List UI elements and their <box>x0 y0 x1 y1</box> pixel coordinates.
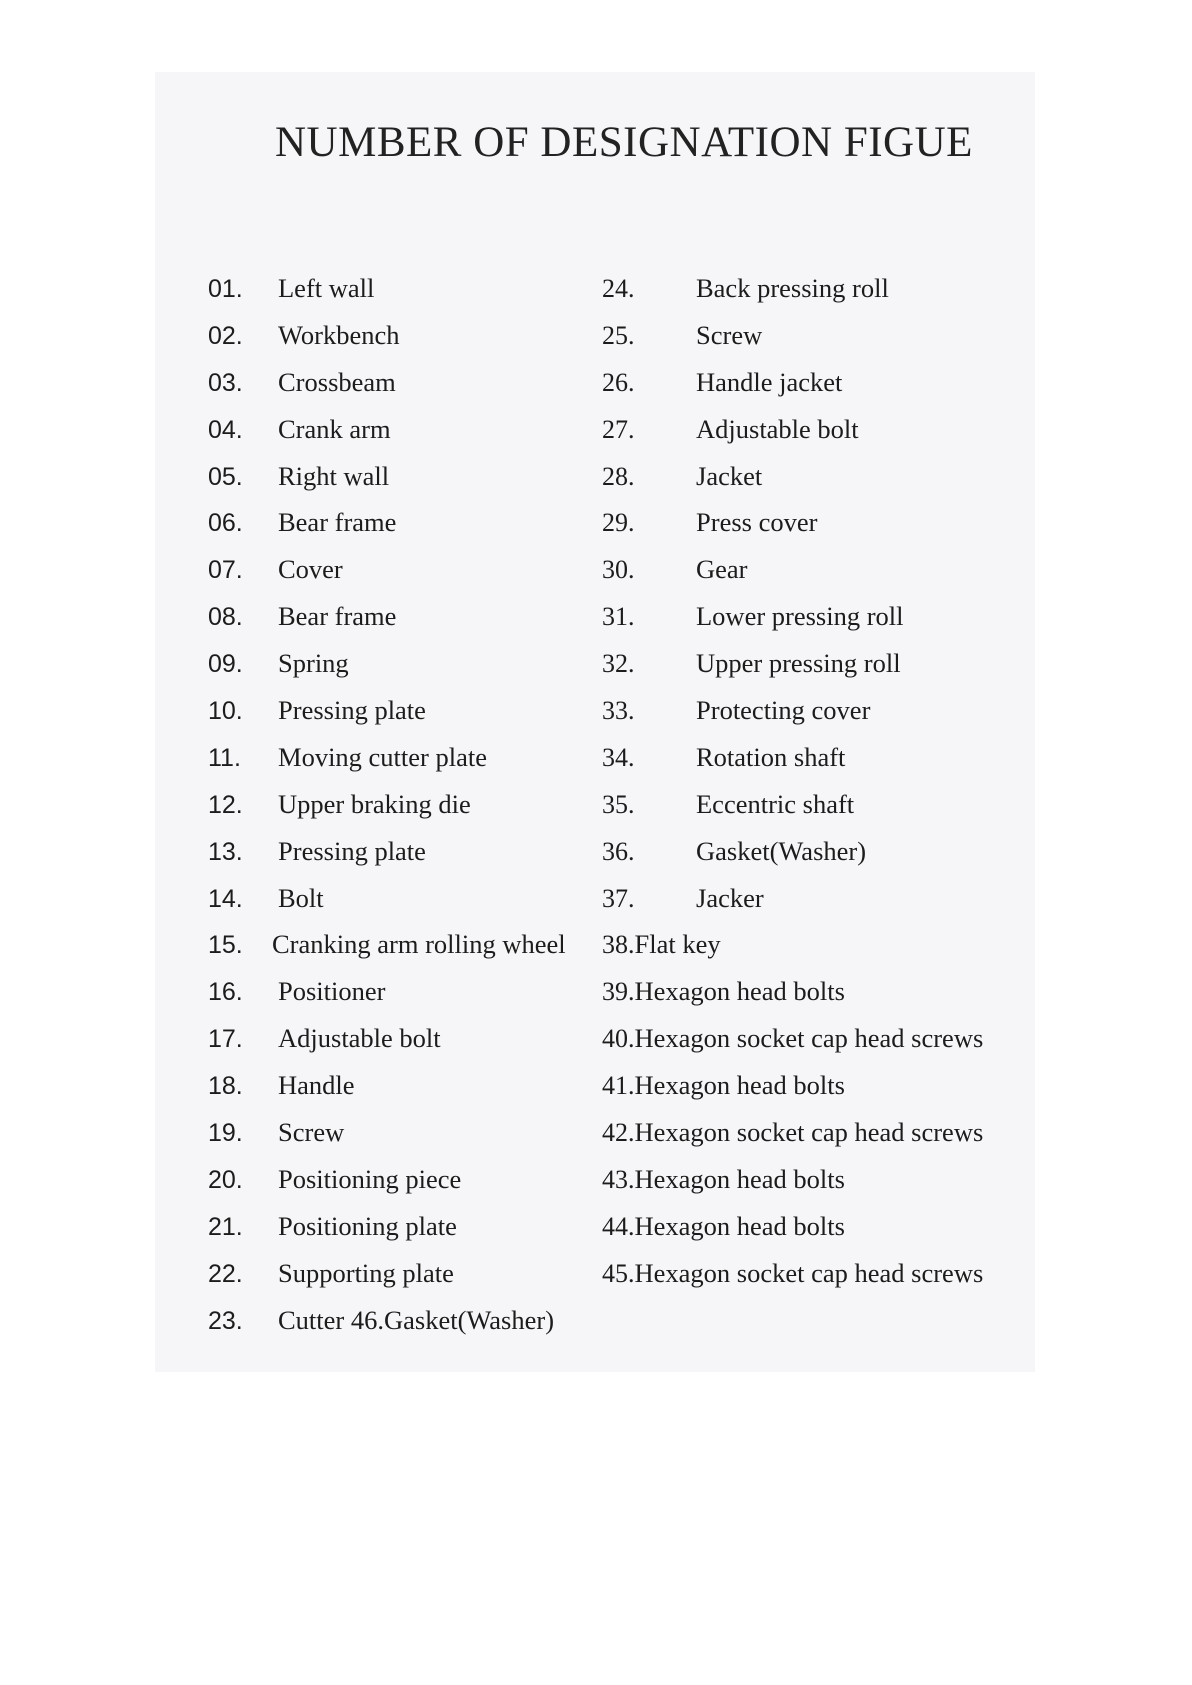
item-number: 31. <box>602 602 635 632</box>
item-number: 38. <box>602 930 635 960</box>
item-label: Cranking arm rolling wheel <box>272 929 566 960</box>
item-label: Crossbeam <box>278 366 396 397</box>
list-item <box>602 734 1032 781</box>
item-label: Hexagon socket cap head screws <box>634 1117 984 1148</box>
item-number: 10. <box>208 697 243 726</box>
item-number: 12. <box>208 790 243 819</box>
item-number: 24. <box>602 274 635 303</box>
item-number: 19. <box>208 1119 243 1148</box>
list-item <box>208 687 598 734</box>
list-item <box>208 593 598 640</box>
list-item <box>602 687 1032 734</box>
parts-list-left <box>208 265 598 1343</box>
list-item <box>208 453 598 500</box>
list-item <box>208 312 598 359</box>
item-number: 01. <box>208 275 243 303</box>
item-label: Bear frame <box>278 601 397 632</box>
item-number: 44. <box>602 1211 635 1241</box>
item-label: Crank arm <box>278 413 391 444</box>
item-label: Pressing plate <box>278 835 426 866</box>
item-number: 27. <box>602 414 635 444</box>
list-item <box>208 1250 598 1297</box>
item-label: Adjustable bolt <box>696 413 859 444</box>
item-number: 37. <box>602 883 635 913</box>
item-number: 29. <box>602 508 635 538</box>
item-label: Hexagon head bolts <box>634 1210 845 1241</box>
item-label: Screw <box>696 319 763 350</box>
item-number: 07. <box>208 556 243 585</box>
list-item <box>602 265 1032 312</box>
item-number: 34. <box>602 742 635 772</box>
item-label: Jacker <box>696 882 764 913</box>
item-number: 30. <box>602 555 635 585</box>
item-label: Hexagon head bolts <box>634 1070 845 1101</box>
list-item <box>602 546 1032 593</box>
list-item <box>602 828 1032 875</box>
list-item <box>602 1156 1032 1203</box>
item-number: 36. <box>602 836 635 866</box>
item-number: 23. <box>208 1306 243 1335</box>
item-number: 21. <box>208 1212 243 1241</box>
list-item <box>208 546 598 593</box>
item-number: 39. <box>602 977 635 1007</box>
item-number: 32. <box>602 649 635 679</box>
item-number: 20. <box>208 1165 243 1194</box>
item-label: Pressing plate <box>278 695 426 726</box>
item-number: 28. <box>602 461 635 491</box>
item-label: Hexagon head bolts <box>634 976 845 1007</box>
item-label: Upper braking die <box>278 788 471 819</box>
item-number: 15. <box>208 931 243 960</box>
item-number: 43. <box>602 1164 635 1194</box>
list-item <box>208 1203 598 1250</box>
list-item <box>208 828 598 875</box>
item-label: Bolt <box>278 882 324 913</box>
item-number: 05. <box>208 462 243 491</box>
list-item <box>208 265 598 312</box>
item-number: 17. <box>208 1025 243 1054</box>
list-item <box>208 1109 598 1156</box>
parts-list-right <box>602 265 1032 1297</box>
item-label: Supporting plate <box>278 1257 454 1288</box>
list-item <box>602 968 1032 1015</box>
item-number: 41. <box>602 1071 635 1101</box>
list-item <box>602 499 1032 546</box>
list-item <box>208 1297 598 1344</box>
item-number: 18. <box>208 1072 243 1101</box>
item-label: Hexagon socket cap head screws <box>634 1023 984 1054</box>
item-label: Upper pressing roll <box>696 648 901 679</box>
list-item <box>602 406 1032 453</box>
item-number: 13. <box>208 837 243 866</box>
item-number: 42. <box>602 1118 635 1148</box>
item-label: Moving cutter plate <box>278 741 487 772</box>
list-item <box>208 640 598 687</box>
item-label: Hexagon head bolts <box>634 1163 845 1194</box>
item-label: Handle <box>278 1070 355 1101</box>
item-number: 06. <box>208 509 243 538</box>
item-label: Spring <box>278 648 349 679</box>
item-number: 11. <box>208 743 241 772</box>
list-item <box>208 734 598 781</box>
list-item <box>602 781 1032 828</box>
item-number: 03. <box>208 368 243 397</box>
list-item <box>602 359 1032 406</box>
list-item <box>208 359 598 406</box>
item-label: Gear <box>696 554 748 585</box>
list-item <box>602 1015 1032 1062</box>
list-item <box>208 1015 598 1062</box>
item-label: Jacket <box>696 460 763 491</box>
list-item <box>602 1250 1032 1297</box>
item-label: Eccentric shaft <box>696 788 855 819</box>
item-number: 35. <box>602 789 635 819</box>
item-label: Positioning plate <box>278 1210 457 1241</box>
item-label: Adjustable bolt <box>278 1023 441 1054</box>
item-label: Press cover <box>696 507 818 538</box>
item-label: Bear frame <box>278 507 397 538</box>
list-item <box>208 781 598 828</box>
list-item <box>208 499 598 546</box>
item-label: Lower pressing roll <box>696 601 904 632</box>
item-label: Handle jacket <box>696 366 843 397</box>
item-number: 02. <box>208 321 243 350</box>
item-label: Flat key <box>634 929 721 960</box>
list-item <box>208 968 598 1015</box>
item-label: Back pressing roll <box>696 273 889 303</box>
page-title: NUMBER OF DESIGNATION FIGUE <box>275 119 973 166</box>
list-item <box>602 312 1032 359</box>
list-item <box>208 406 598 453</box>
item-label: Hexagon socket cap head screws <box>634 1257 984 1288</box>
item-number: 08. <box>208 603 243 632</box>
item-number: 04. <box>208 415 243 444</box>
list-item <box>208 1062 598 1109</box>
item-label: Gasket(Washer) <box>696 835 867 866</box>
item-label: Rotation shaft <box>696 741 846 772</box>
item-number: 16. <box>208 978 243 1007</box>
item-label: Positioning piece <box>278 1163 462 1194</box>
item-label: Cover <box>278 554 343 585</box>
item-number: 09. <box>208 650 243 679</box>
item-label: Positioner <box>278 976 386 1007</box>
list-item <box>602 1062 1032 1109</box>
item-number: 33. <box>602 696 635 726</box>
list-item <box>602 1109 1032 1156</box>
list-item <box>602 593 1032 640</box>
item-number: 26. <box>602 367 635 397</box>
list-item <box>208 875 598 922</box>
item-label: Protecting cover <box>696 695 871 726</box>
list-item <box>602 453 1032 500</box>
list-item <box>208 1156 598 1203</box>
item-number: 22. <box>208 1259 243 1288</box>
list-item <box>602 640 1032 687</box>
item-label: Cutter 46.Gasket(Washer) <box>278 1304 555 1335</box>
item-number: 40. <box>602 1024 635 1054</box>
item-label: Screw <box>278 1117 345 1148</box>
item-number: 25. <box>602 320 635 350</box>
item-label: Right wall <box>278 460 390 491</box>
list-item <box>602 1203 1032 1250</box>
list-item <box>208 921 598 968</box>
item-number: 14. <box>208 884 243 913</box>
item-label: Left wall <box>278 273 375 303</box>
item-number: 45. <box>602 1258 635 1288</box>
item-label: Workbench <box>278 319 400 350</box>
list-item <box>602 875 1032 922</box>
list-item <box>602 921 1032 968</box>
